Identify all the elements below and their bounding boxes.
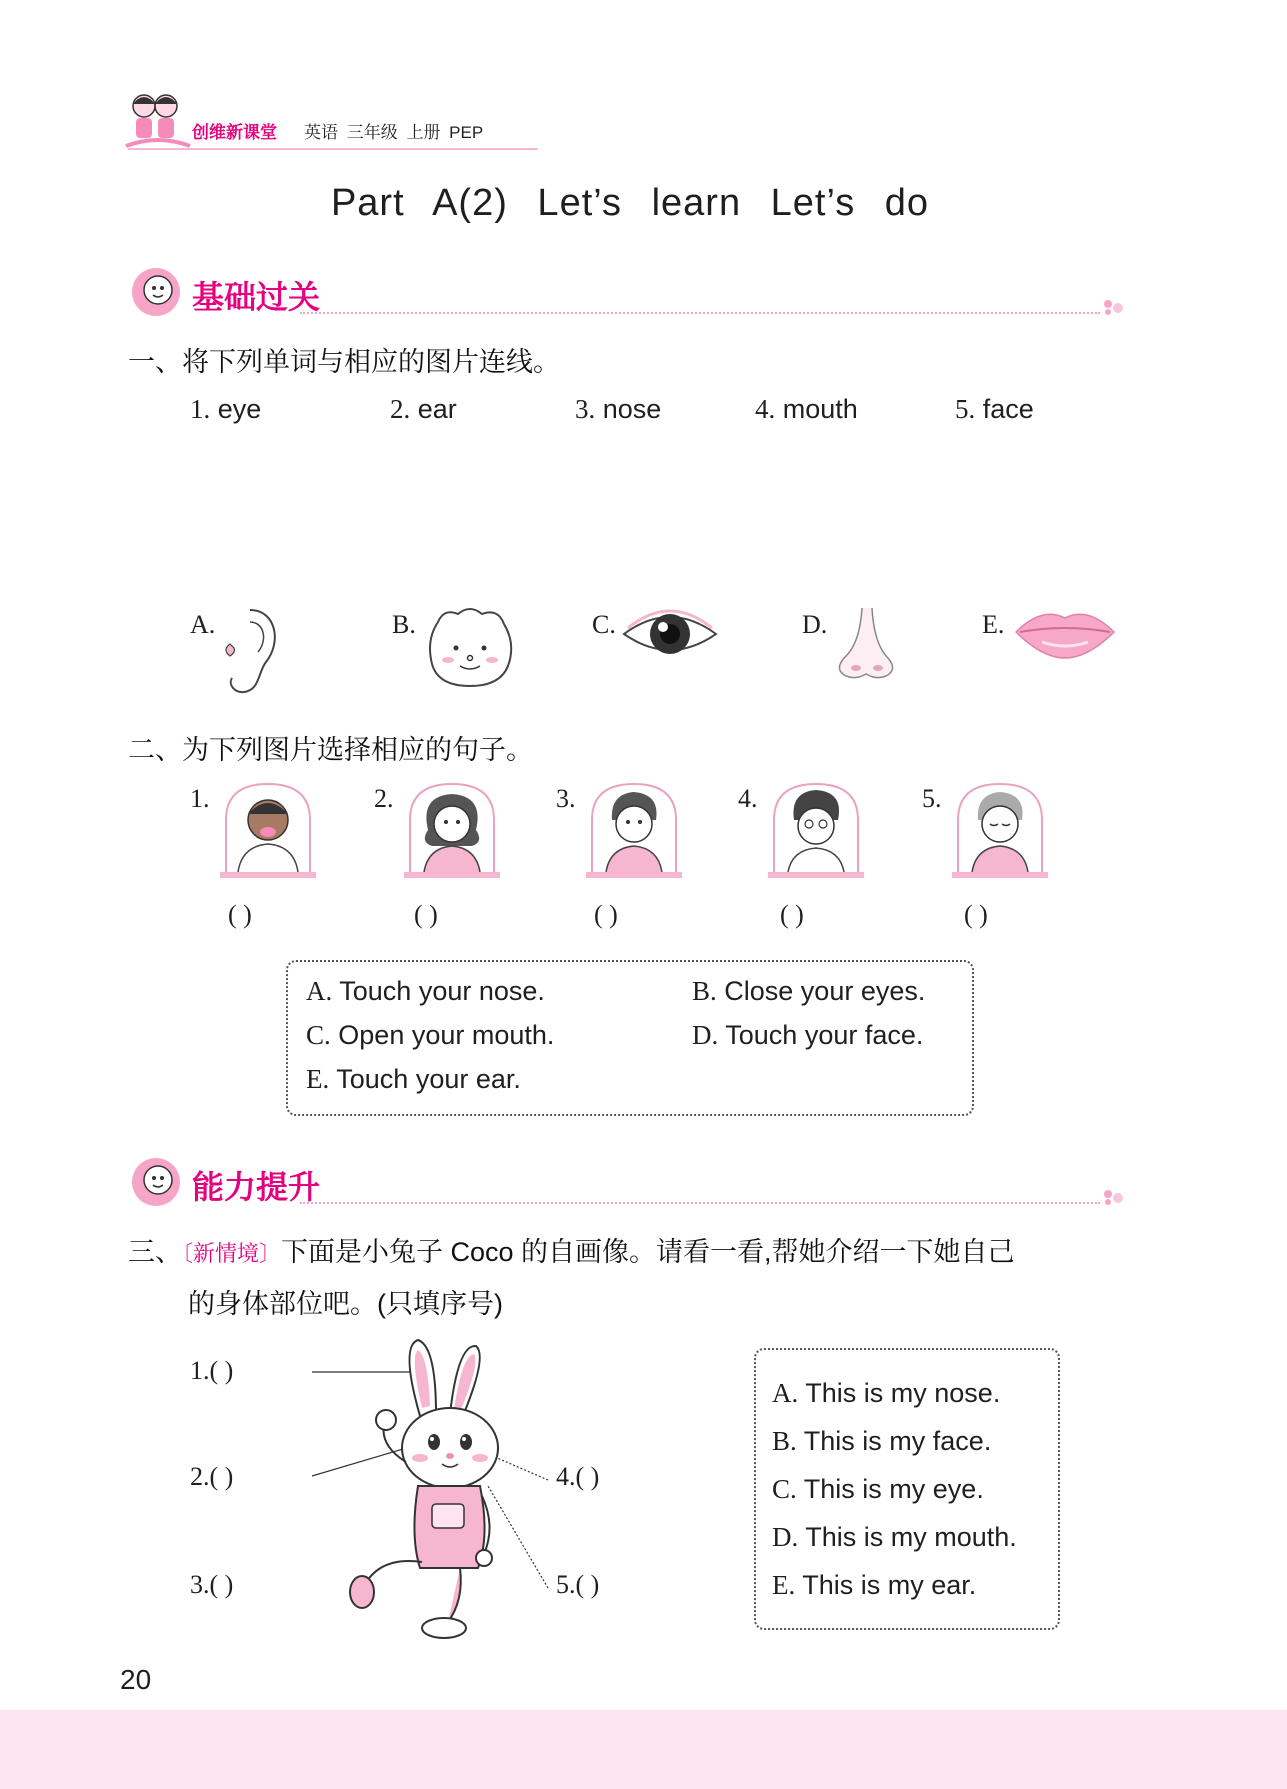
page-number: 20 xyxy=(120,1664,152,1695)
item-number: 2. xyxy=(374,784,394,813)
answer-blank[interactable]: ( ) xyxy=(228,900,252,929)
eye-icon xyxy=(620,604,720,660)
answer-blank[interactable]: ( ) xyxy=(964,900,988,929)
word-item: 4. mouth xyxy=(755,394,858,424)
child-touching-mouth-icon xyxy=(218,780,318,880)
word-item: 3. nose xyxy=(575,394,662,424)
question-1-title: 一、将下列单词与相应的图片连线。 xyxy=(128,347,560,377)
item-number: 3. xyxy=(556,784,576,813)
section-divider xyxy=(300,1202,1100,1204)
item-number: 4. xyxy=(738,784,758,813)
answer-blank[interactable]: ( ) xyxy=(594,900,618,929)
option-item: D. Touch your face. xyxy=(692,1020,924,1050)
option-item: C. Open your mouth. xyxy=(306,1020,555,1050)
answer-blank[interactable]: 5.( ) xyxy=(556,1570,600,1599)
option-item: C. This is my eye. xyxy=(772,1474,984,1504)
question-3-title: 三、〔新情境〕下面是小兔子 Coco 的自画像。请看一看,帮她介绍一下她自己 xyxy=(128,1237,1015,1267)
question-3-title-line2: 的身体部位吧。(只填序号) xyxy=(188,1289,503,1319)
answer-blank[interactable]: 4.( ) xyxy=(556,1462,600,1491)
dots-decoration-icon xyxy=(1102,1188,1130,1206)
word-item: 2. ear xyxy=(390,394,457,424)
answer-blank[interactable]: 1.( ) xyxy=(190,1356,234,1385)
brand-name: 创维新课堂 xyxy=(192,123,277,142)
nose-icon xyxy=(832,604,902,682)
section-divider xyxy=(300,312,1100,314)
word-item: 5. face xyxy=(955,394,1034,424)
mouth-icon xyxy=(1012,604,1118,660)
option-item: E. Touch your ear. xyxy=(306,1064,521,1094)
kids-logo-icon xyxy=(124,88,192,154)
section-mascot-icon xyxy=(128,1156,184,1208)
picture-letter: D. xyxy=(802,610,828,639)
option-item: B. Close your eyes. xyxy=(692,976,926,1006)
option-item: A. This is my nose. xyxy=(772,1378,1001,1408)
word-item: 1. eye xyxy=(190,394,262,424)
child-touching-face-icon xyxy=(402,780,502,880)
new-context-tag: 〔新情境〕 xyxy=(182,1241,282,1266)
answer-blank[interactable]: 3.( ) xyxy=(190,1570,234,1599)
section-heading-basic: 基础过关 xyxy=(192,279,321,315)
question-2-title: 二、为下列图片选择相应的句子。 xyxy=(128,735,533,765)
answer-blank[interactable]: ( ) xyxy=(414,900,438,929)
face-icon xyxy=(424,604,516,690)
picture-letter: A. xyxy=(190,610,216,639)
header-divider xyxy=(128,148,538,150)
book-info: 英语 三年级 上册 PEP xyxy=(304,123,484,142)
child-touching-ear-icon xyxy=(584,780,684,880)
item-number: 5. xyxy=(922,784,942,813)
page-title: Part A(2) Let’s learn Let’s do xyxy=(330,182,930,224)
picture-letter: C. xyxy=(592,610,616,639)
section-heading-advanced: 能力提升 xyxy=(192,1169,321,1205)
coco-rabbit-icon xyxy=(300,1336,560,1642)
section-mascot-icon xyxy=(128,266,184,318)
child-closing-eyes-icon xyxy=(950,780,1050,880)
answer-blank[interactable]: 2.( ) xyxy=(190,1462,234,1491)
answer-blank[interactable]: ( ) xyxy=(780,900,804,929)
option-item: E. This is my ear. xyxy=(772,1570,977,1600)
ear-icon xyxy=(220,604,284,698)
option-item: B. This is my face. xyxy=(772,1426,992,1456)
option-item: A. Touch your nose. xyxy=(306,976,545,1006)
child-touching-nose-icon xyxy=(766,780,866,880)
picture-letter: E. xyxy=(982,610,1005,639)
picture-letter: B. xyxy=(392,610,416,639)
footer-band xyxy=(0,1710,1287,1789)
dots-decoration-icon xyxy=(1102,298,1130,316)
item-number: 1. xyxy=(190,784,210,813)
option-item: D. This is my mouth. xyxy=(772,1522,1017,1552)
